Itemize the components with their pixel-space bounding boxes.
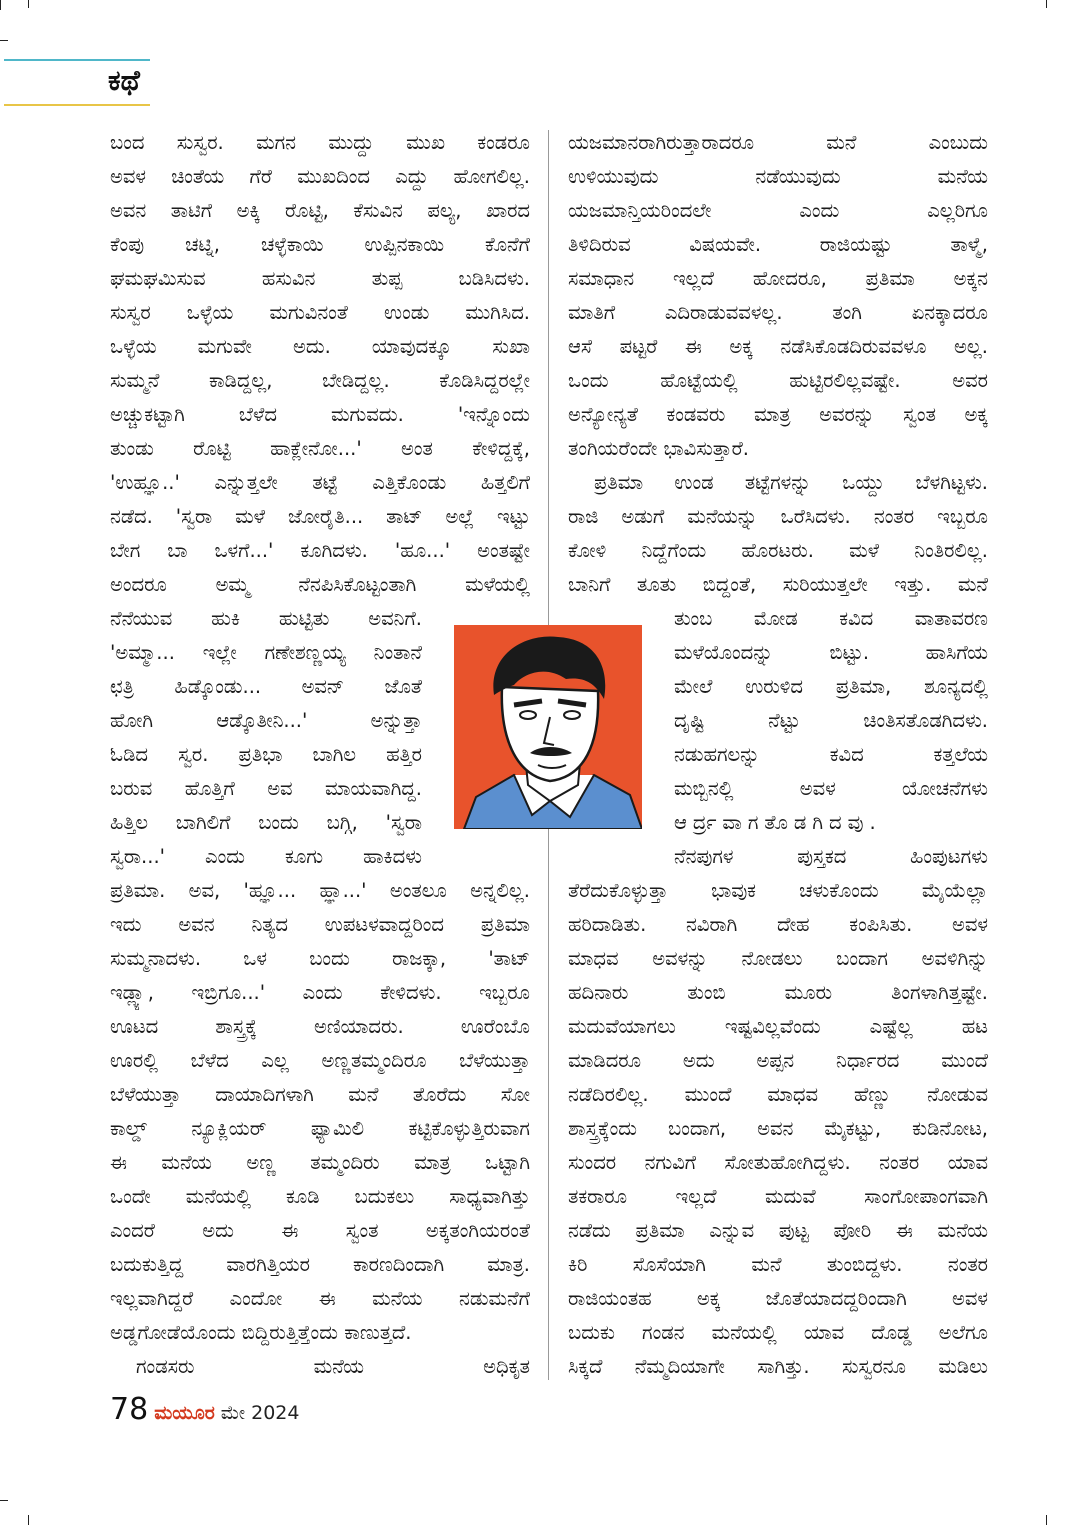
text-line: ಊರಲ್ಲಿ ಬೆಳೆದ ಎಲ್ಲ ಅಣ್ಣತಮ್ಮಂದಿರೂ ಬೆಳೆಯುತ್ತಾ [110, 1049, 530, 1072]
text-line: ಘಮಘಮಿಸುವ ಹಸುವಿನ ತುಪ್ಪ ಬಡಿಸಿದಳು. [110, 267, 530, 290]
text-line: ಸುಮ್ಮನಾದಳು. ಒಳ ಬಂದು ರಾಜಕ್ಕಾ, 'ತಾಟ್ [110, 947, 530, 970]
text-line: ಅಚ್ಚುಕಟ್ಟಾಗಿ ಬೆಳೆದ ಮಗುವದು. 'ಇನ್ನೊಂದು [110, 403, 530, 426]
text-line: ಮಬ್ಬಿನಲ್ಲಿ ಅವಳ ಯೋಚನೆಗಳು [674, 777, 988, 800]
text-line: ಮಾತಿಗೆ ಎದಿರಾಡುವವಳಲ್ಲ. ತಂಗಿ ಏನಕ್ಕಾದರೂ [568, 301, 988, 324]
text-line: ಆರ್ದ್ರವಾಗತೊಡಗಿದವು. [674, 811, 882, 834]
text-line: 'ಅಮ್ಮಾ... ಇಲ್ಲೇ ಗಣೇಶಣ್ಣಯ್ಯ ನಿಂತಾನೆ [110, 641, 422, 664]
magazine-name: ಮಯೂರ [154, 1402, 215, 1424]
crop-mark [0, 1500, 8, 1501]
text-line: ಹದಿನಾರು ತುಂಬಿ ಮೂರು ತಿಂಗಳಾಗಿತ್ತಷ್ಟೇ. [568, 981, 988, 1004]
crop-mark [1046, 1515, 1047, 1525]
section-top-rule [4, 59, 150, 61]
text-line: ಸುಸ್ವರ ಒಳ್ಳೆಯ ಮಗುವಿನಂತೆ ಉಂಡು ಮುಗಿಸಿದ. [110, 301, 530, 324]
text-line: ಮಾಧವ ಅವಳನ್ನು ನೋಡಲು ಬಂದಾಗ ಅವಳಿಗಿನ್ನು [568, 947, 988, 970]
text-line: ರಾಜಿ ಅಡುಗೆ ಮನೆಯನ್ನು ಒರೆಸಿದಳು. ನಂತರ ಇಬ್ಬರೂ [568, 505, 988, 528]
text-line: ಊಟದ ಶಾಸ್ತ್ರಕ್ಕೆ ಅಣಿಯಾದರು. ಊರೆಂಬೊ [110, 1015, 530, 1038]
text-line: ಬದುಕುತ್ತಿದ್ದ ವಾರಗಿತ್ತಿಯರ ಕಾರಣದಿಂದಾಗಿ ಮಾತ್ರ. [110, 1253, 530, 1276]
text-line: ಕೋಳಿ ನಿದ್ದೆಗೆಂದು ಹೊರಟರು. ಮಳೆ ನಿಂತಿರಲಿಲ್ಲ. [568, 539, 988, 562]
text-line: ಅಡ್ಡಗೋಡೆಯೊಂದು ಬಿದ್ದಿರುತ್ತಿತ್ತೆಂದು ಕಾಣುತ್ತದೆ. [110, 1321, 412, 1344]
man-portrait-illustration [454, 625, 642, 829]
text-line: ಸುಮ್ಮನೆ ಕಾಡಿದ್ದಲ್ಲ, ಬೇಡಿದ್ದಲ್ಲ. ಕೊಡಿಸಿದ್ದರಲ್ಲೇ [110, 369, 530, 392]
text-line: ಮದುವೆಯಾಗಲು ಇಷ್ಟವಿಲ್ಲವೆಂದು ಎಷ್ಟೆಲ್ಲ ಹಟ [568, 1015, 988, 1038]
text-line: ಒಂದು ಹೊಟ್ಟೆಯಲ್ಲಿ ಹುಟ್ಟಿರಲಿಲ್ಲವಷ್ಟೇ. ಅವರ [568, 369, 988, 392]
text-line: ಬೆಳೆಯುತ್ತಾ ದಾಯಾದಿಗಳಾಗಿ ಮನೆ ತೊರೆದು ಸೋ [110, 1083, 530, 1106]
text-line: ಆಸೆ ಪಟ್ಟರೆ ಈ ಅಕ್ಕ ನಡೆಸಿಕೊಡದಿರುವವಳೂ ಅಲ್ಲ. [568, 335, 988, 358]
text-line: ನೆನೆಯುವ ಹುಕಿ ಹುಟ್ಟಿತು ಅವನಿಗೆ. [110, 607, 422, 630]
text-line: ತಂಗಿಯರೆಂದೇ ಭಾವಿಸುತ್ತಾರೆ. [568, 437, 749, 460]
text-line: ಹರಿದಾಡಿತು. ನವಿರಾಗಿ ದೇಹ ಕಂಪಿಸಿತು. ಅವಳ [568, 913, 988, 936]
text-line: ಬಂದ ಸುಸ್ವರ. ಮಗನ ಮುದ್ದು ಮುಖ ಕಂಡರೂ [110, 131, 530, 154]
text-line: ರಾಜಿಯಂತಹ ಅಕ್ಕ ಜೊತೆಯಾದದ್ದರಿಂದಾಗಿ ಅವಳ [568, 1287, 988, 1310]
page-footer [110, 1392, 299, 1428]
text-line: ಅನ್ಯೋನ್ಯತೆ ಕಂಡವರು ಮಾತ್ರ ಅವರನ್ನು ಸ್ವಂತ ಅಕ್ಕ [568, 403, 988, 426]
text-line: ಸಿಕ್ಕದೆ ನೆಮ್ಮದಿಯಾಗೇ ಸಾಗಿತ್ತು. ಸುಸ್ವರನೂ ಮಡಿಲು [568, 1355, 988, 1378]
text-line: ತುಂಬ ಮೋಡ ಕವಿದ ವಾತಾವರಣ [674, 607, 988, 630]
text-line: ಅಂದರೂ ಅಮ್ಮ ನೆನಪಿಸಿಕೊಟ್ಟಂತಾಗಿ ಮಳೆಯಲ್ಲಿ [110, 573, 530, 596]
text-line: ಕಿರಿ ಸೊಸೆಯಾಗಿ ಮನೆ ತುಂಬಿದ್ದಳು. ನಂತರ [568, 1253, 988, 1276]
text-line: ಓಡಿದ ಸ್ವರ. ಪ್ರತಿಭಾ ಬಾಗಿಲ ಹತ್ತಿರ [110, 743, 422, 766]
text-line: ಬರುವ ಹೊತ್ತಿಗೆ ಅವ ಮಾಯವಾಗಿದ್ದ. [110, 777, 422, 800]
text-line: ನಡೆದು ಪ್ರತಿಮಾ ಎನ್ನುವ ಪುಟ್ಟ ಪೋರಿ ಈ ಮನೆಯ [568, 1219, 988, 1242]
crop-mark [0, 0, 1, 10]
text-line: ಸುಂದರ ನಗುವಿಗೆ ಸೋತುಹೋಗಿದ್ದಳು. ನಂತರ ಯಾವ [568, 1151, 988, 1174]
crop-mark [28, 0, 29, 8]
text-line: ಹಿತ್ತಿಲ ಬಾಗಿಲಿಗೆ ಬಂದು ಬಗ್ಗಿ, 'ಸ್ವರಾ [110, 811, 422, 834]
text-line: ಪ್ರತಿಮಾ ಉಂಡ ತಟ್ಟೆಗಳನ್ನು ಒಯ್ದು ಬೆಳಗಿಟ್ಟಳು. [594, 471, 988, 494]
text-line: ದೃಷ್ಟಿ ನೆಟ್ಟು ಚಿಂತಿಸತೊಡಗಿದಳು. [674, 709, 988, 732]
text-line: ಉಳಿಯುವುದು ನಡೆಯುವುದು ಮನೆಯ [568, 165, 988, 188]
section-label: ಕಥೆ [108, 64, 140, 97]
text-line: ತುಂಡು ರೊಟ್ಟಿ ಹಾಕ್ಲೇನೋ...' ಅಂತ ಕೇಳಿದ್ದಕ್ಕೆ, [110, 437, 530, 460]
text-line: ಒಳ್ಳೆಯ ಮಗುವೇ ಅದು. ಯಾವುದಕ್ಕೂ ಸುಖಾ [110, 335, 530, 358]
text-line: ಅವನ ತಾಟಿಗೆ ಅಕ್ಕಿ ರೊಟ್ಟಿ, ಕೆಸುವಿನ ಪಲ್ಯ, ಖಾರದ [110, 199, 530, 222]
text-line: ಎಂದರೆ ಅದು ಈ ಸ್ವಂತ ಅಕ್ಕತಂಗಿಯರಂತೆ [110, 1219, 530, 1242]
text-line: ಕೆಂಪು ಚಟ್ನಿ, ಚಳ್ಳೆಕಾಯಿ ಉಪ್ಪಿನಕಾಯಿ ಕೊನೆಗೆ [110, 233, 530, 256]
text-line: ನೆನಪುಗಳ ಪುಸ್ತಕದ ಹಿಂಪುಟಗಳು [674, 845, 988, 868]
text-line: ತೆರೆದುಕೊಳ್ಳುತ್ತಾ ಭಾವುಕ ಚಳುಕೊಂದು ಮೈಯೆಲ್ಲಾ [568, 879, 988, 902]
text-line: ಮಾಡಿದರೂ ಅದು ಅಪ್ಪನ ನಿರ್ಧಾರದ ಮುಂದೆ [568, 1049, 988, 1072]
text-line: ಗಂಡಸರು ಮನೆಯ ಅಧಿಕೃತ [136, 1355, 530, 1378]
issue-date: ಮೇ 2024 [220, 1402, 300, 1424]
text-line: ಒಂದೇ ಮನೆಯಲ್ಲಿ ಕೂಡಿ ಬದುಕಲು ಸಾಧ್ಯವಾಗಿತ್ತು [110, 1185, 530, 1208]
text-line: ಅವಳ ಚಿಂತೆಯ ಗೆರೆ ಮುಖದಿಂದ ಎದ್ದು ಹೋಗಲಿಲ್ಲ. [110, 165, 530, 188]
text-line: ಮೇಲೆ ಉರುಳಿದ ಪ್ರತಿಮಾ, ಶೂನ್ಯದಲ್ಲಿ [674, 675, 988, 698]
text-line: ಕಾಲ್ಡ್ ನ್ಯೂಕ್ಲಿಯರ್ ಫ್ಯಾಮಿಲಿ ಕಟ್ಟಿಕೊಳ್ಳುತ್ತಿರುವಾಗ [110, 1117, 530, 1140]
text-line: ಇಡ್ಲ್ಯಾ, ಇಬ್ರಿಗೂ...' ಎಂದು ಕೇಳಿದಳು. ಇಬ್ಬರೂ [110, 981, 530, 1004]
text-line: ಛತ್ರಿ ಹಿಡ್ಕೊಂಡು... ಅವನ್ ಜೊತೆ [110, 675, 422, 698]
text-line: ಇದು ಅವನ ನಿತ್ಯದ ಉಪಟಳವಾದ್ದರಿಂದ ಪ್ರತಿಮಾ [110, 913, 530, 936]
section-bottom-rule [4, 104, 150, 106]
text-line: ಸ್ವರಾ...' ಎಂದು ಕೂಗು ಹಾಕಿದಳು [110, 845, 422, 868]
text-line: ಬಾನಿಗೆ ತೂತು ಬಿದ್ದಂತೆ, ಸುರಿಯುತ್ತಲೇ ಇತ್ತು. ಮನೆ [568, 573, 988, 596]
text-line: ಬೇಗ ಬಾ ಒಳಗೆ...' ಕೂಗಿದಳು. 'ಹೂ...' ಅಂತಷ್ಟೇ [110, 539, 530, 562]
text-line: ಇಲ್ಲವಾಗಿದ್ದರೆ ಎಂದೋ ಈ ಮನೆಯ ನಡುಮನೆಗೆ [110, 1287, 530, 1310]
text-line: ಈ ಮನೆಯ ಅಣ್ಣ ತಮ್ಮಂದಿರು ಮಾತ್ರ ಒಟ್ಟಾಗಿ [110, 1151, 530, 1174]
crop-mark [1046, 0, 1047, 8]
text-line: ಹೋಗಿ ಆಡ್ಕೊತೀನಿ...' ಅನ್ನುತ್ತಾ [110, 709, 422, 732]
text-line: ತಿಳಿದಿರುವ ವಿಷಯವೇ. ರಾಜಿಯಷ್ಟು ತಾಳ್ಮೆ, [568, 233, 988, 256]
text-line: ಮಳೆಯೊಂದನ್ನು ಬಿಟ್ಟು. ಹಾಸಿಗೆಯ [674, 641, 988, 664]
text-line: ನಡೆದಿರಲಿಲ್ಲ. ಮುಂದೆ ಮಾಧವ ಹೆಣ್ಣು ನೋಡುವ [568, 1083, 988, 1106]
page-number: 78 [110, 1392, 149, 1427]
text-line: ಬದುಕು ಗಂಡನ ಮನೆಯಲ್ಲಿ ಯಾವ ದೊಡ್ಡ ಅಲೆಗೂ [568, 1321, 988, 1344]
crop-mark [0, 40, 8, 41]
crop-mark [28, 1515, 29, 1525]
text-line: ಶಾಸ್ತ್ರಕ್ಕೆಂದು ಬಂದಾಗ, ಅವನ ಮೈಕಟ್ಟು, ಕುಡಿನೋಟ, [568, 1117, 988, 1140]
text-line: ಸಮಾಧಾನ ಇಲ್ಲದೆ ಹೋದರೂ, ಪ್ರತಿಮಾ ಅಕ್ಕನ [568, 267, 988, 290]
text-line: ತಕರಾರೂ ಇಲ್ಲದೆ ಮದುವೆ ಸಾಂಗೋಪಾಂಗವಾಗಿ [568, 1185, 988, 1208]
text-line: 'ಉಹ್ಞೂ..' ಎನ್ನುತ್ತಲೇ ತಟ್ಟೆ ಎತ್ತಿಕೊಂಡು ಹಿತ್ತಲಿಗೆ [110, 471, 530, 494]
text-line: ನಡುಹಗಲನ್ನು ಕವಿದ ಕತ್ತಲೆಯ [674, 743, 988, 766]
text-line: ಯಜಮಾನ್ತಿಯರಿಂದಲೇ ಎಂದು ಎಲ್ಲರಿಗೂ [568, 199, 988, 222]
text-line: ಯಜಮಾನರಾಗಿರುತ್ತಾರಾದರೂ ಮನೆ ಎಂಬುದು [568, 131, 988, 154]
text-line: ಪ್ರತಿಮಾ. ಅವ, 'ಹ್ಞೂ... ಹ್ಞಾ...' ಅಂತಲೂ ಅನ್ನಲಿಲ್ಲ. [110, 879, 530, 902]
text-line: ನಡೆದ. 'ಸ್ವರಾ ಮಳೆ ಜೋರೈತಿ... ತಾಟ್ ಅಲ್ಲೆ ಇಟ್ಟು [110, 505, 530, 528]
